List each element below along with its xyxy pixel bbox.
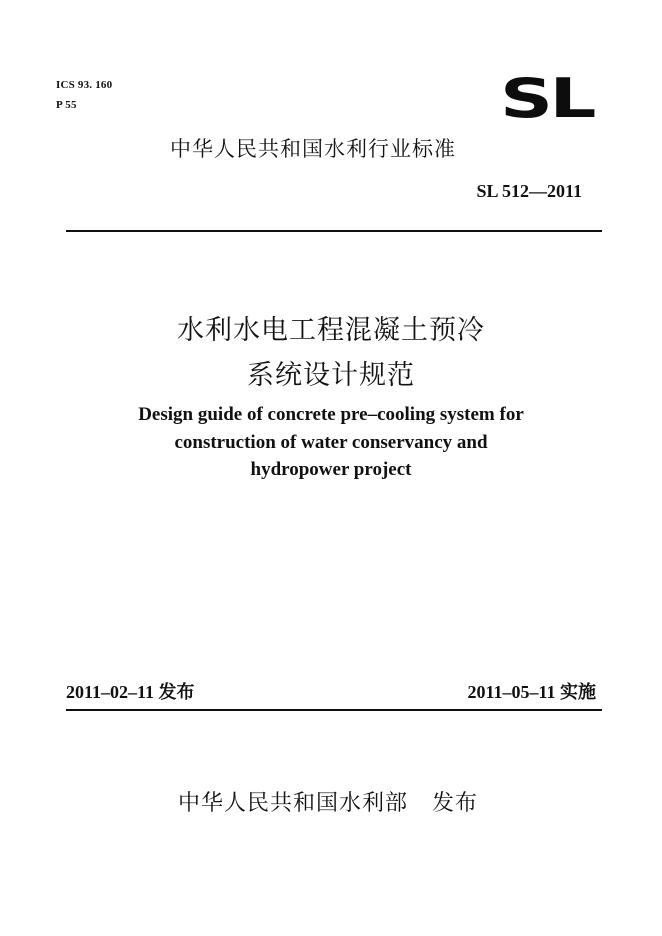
english-title-line-1: Design guide of concrete pre–cooling system for: [138, 404, 524, 425]
ics-code: ICS 93. 160: [56, 79, 113, 91]
issue-date: 2011–02–11 发布: [66, 682, 195, 702]
chinese-title-line-2: 系统设计规范: [247, 360, 415, 391]
sl-logo: SL: [500, 67, 594, 131]
english-title-line-3: hydropower project: [250, 459, 412, 480]
standard-number: SL 512—2011: [476, 181, 582, 201]
implementation-date: 2011–05–11 实施: [467, 682, 596, 702]
top-divider: [66, 230, 602, 232]
chinese-title-line-1: 水利水电工程混凝土预冷: [177, 315, 485, 346]
bottom-divider: [66, 709, 602, 711]
classification-code: P 55: [56, 99, 77, 111]
english-title-line-2: construction of water conservancy and: [174, 432, 488, 453]
publisher: 中华人民共和国水利部 发布: [178, 791, 478, 816]
standard-category: 中华人民共和国水利行业标准: [170, 137, 456, 161]
